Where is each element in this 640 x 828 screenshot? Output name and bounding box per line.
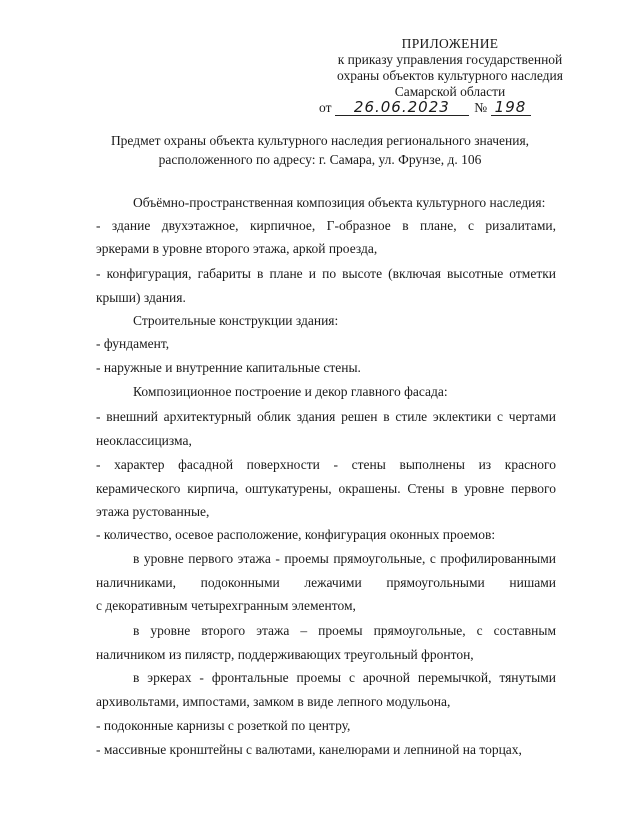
body-line: наличниками, подоконными лежачими прямоугольными нишами	[96, 575, 556, 590]
body-line: этажа рустованные,	[96, 504, 210, 519]
handwritten-number: 198	[494, 98, 527, 116]
appendix-title: ПРИЛОЖЕНИЕ	[401, 36, 499, 51]
subject-line: Предмет охраны объекта культурного наследия регионального значения,	[110, 133, 530, 148]
appendix-header	[300, 36, 600, 100]
handwritten-date: 26.06.2023	[353, 98, 450, 116]
body-line: наличником из пилястр, поддерживающих треугольный фронтон,	[96, 647, 474, 662]
number-sign: №	[474, 100, 488, 115]
protection-subject-title	[40, 131, 600, 169]
body-line: - подоконные карнизы с розеткой по центру,	[96, 718, 351, 733]
body-line: - массивные кронштейны с валютами, канелюрами и лепниной на торцах,	[96, 742, 522, 757]
body-line: архивольтами, импостами, замком в виде лепного модульона,	[96, 694, 451, 709]
body-line: - здание двухэтажное, кирпичное, Г-образное в плане, с ризалитами,	[96, 218, 556, 233]
order-date-number	[319, 100, 531, 116]
body-line: неоклассицизма,	[96, 433, 192, 448]
body-line: в эркерах - фронтальные проемы с арочной перемычкой, тянутыми	[133, 670, 556, 685]
header-line: к приказу управления государственной	[337, 52, 563, 67]
body-line: - фундамент,	[96, 336, 170, 351]
body-line: эркерами в уровне второго этажа, аркой проезда,	[96, 241, 378, 256]
body-line: крыши) здания.	[96, 290, 186, 305]
header-line: Самарской области	[394, 84, 506, 99]
body-line: - внешний архитектурный облик здания решен в стиле эклектики с чертами	[96, 409, 556, 424]
section-heading: Строительные конструкции здания:	[133, 313, 339, 328]
body-line: керамического кирпича, оштукатурены, окрашены. Стены в уровне первого	[96, 481, 556, 496]
body-line: - характер фасадной поверхности - стены выполнены из красного	[96, 457, 556, 472]
body-line: - наружные и внутренние капитальные стены.	[96, 360, 361, 375]
section-heading: Объёмно-пространственная композиция объекта культурного наследия:	[133, 195, 546, 210]
body-line: в уровне второго этажа – проемы прямоугольные, с составным	[133, 623, 556, 638]
body-line: в уровне первого этажа - проемы прямоугольные, с профилированными	[133, 551, 556, 566]
body-line: - конфигурация, габариты в плане и по высоте (включая высотные отметки	[96, 266, 556, 281]
date-prefix: от	[319, 100, 332, 115]
header-line: охраны объектов культурного наследия	[337, 68, 563, 83]
subject-line: расположенного по адресу: г. Самара, ул. Фрунзе, д. 106	[158, 152, 482, 167]
body-line: - количество, осевое расположение, конфигурация оконных проемов:	[96, 527, 496, 542]
body-line: с декоративным четырехгранным элементом,	[96, 598, 356, 613]
section-heading: Композиционное построение и декор главного фасада:	[133, 384, 448, 399]
